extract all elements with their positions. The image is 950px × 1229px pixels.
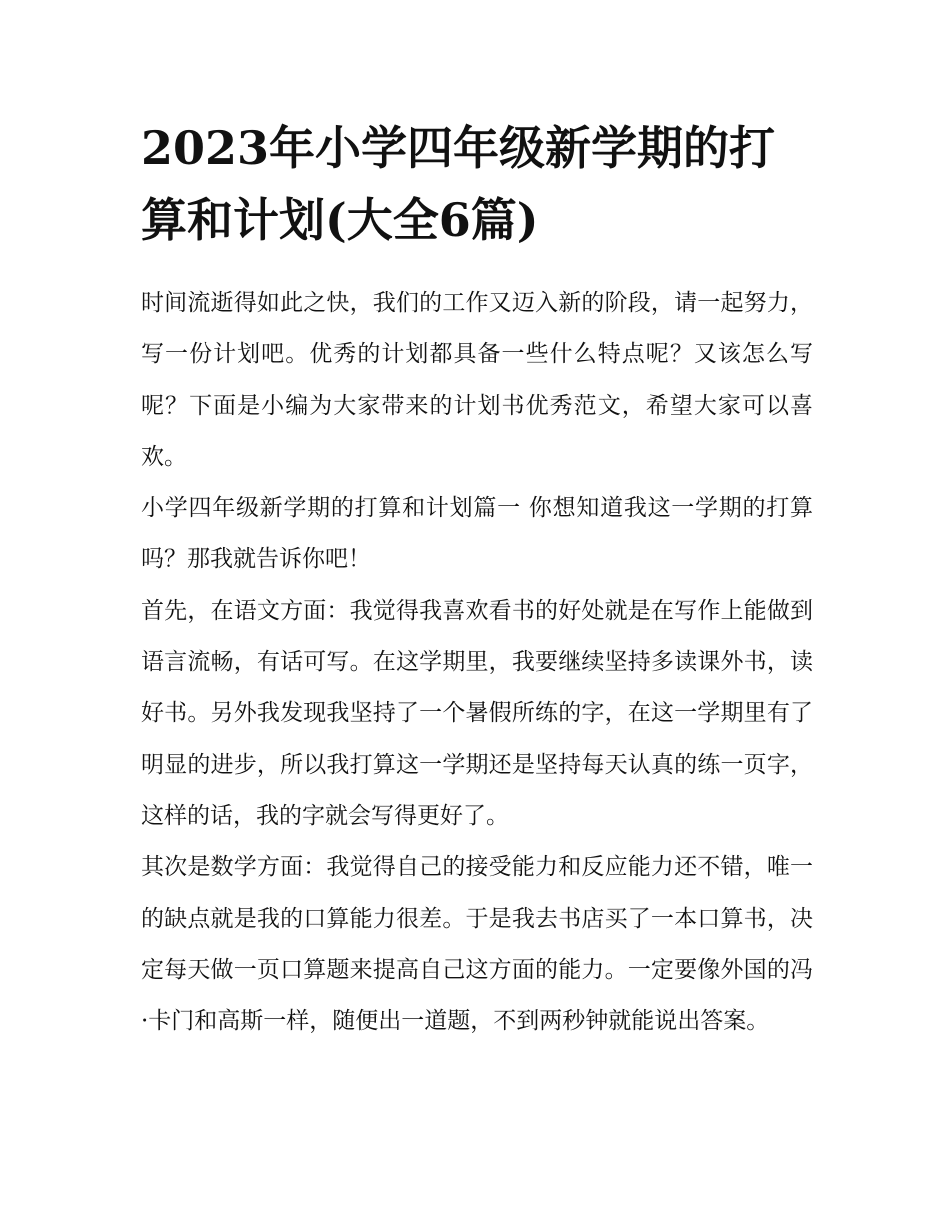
paragraph-chinese-study: 首先，在语文方面：我觉得我喜欢看书的好处就是在写作上能做到语言流畅，有话可写。在这学期里，我要继续坚持多读课外书，读好书。另外我发现我坚持了一个暑假所练的字，在这一学期里有了明显的进步，所以我打算这一学期还是坚持每天认真的练一页字，这样的话，我的字就会写得更好了。 [141,597,813,829]
paragraph-math-study: 其次是数学方面：我觉得自己的接受能力和反应能力还不错，唯一的缺点就是我的口算能力很差。于是我去书店买了一本口算书，决定每天做一页口算题来提高自己这方面的能力。一定要像外国的冯·卡门和高斯一样，随便出一道题，不到两秒钟就能说出答案。 [141,854,813,1035]
document-title: 2023年小学四年级新学期的打算和计划(大全6篇) [141,121,776,247]
document-page [141,112,813,1047]
paragraph-intro: 时间流逝得如此之快，我们的工作又迈入新的阶段，请一起努力，写一份计划吧。优秀的计划都具备一些什么特点呢？又该怎么写呢？下面是小编为大家带来的计划书优秀范文，希望大家可以喜欢。 [141,290,813,470]
paragraph-section-one-opening: 小学四年级新学期的打算和计划篇一 你想知道我这一学期的打算吗？那我就告诉你吧！ [141,495,813,573]
